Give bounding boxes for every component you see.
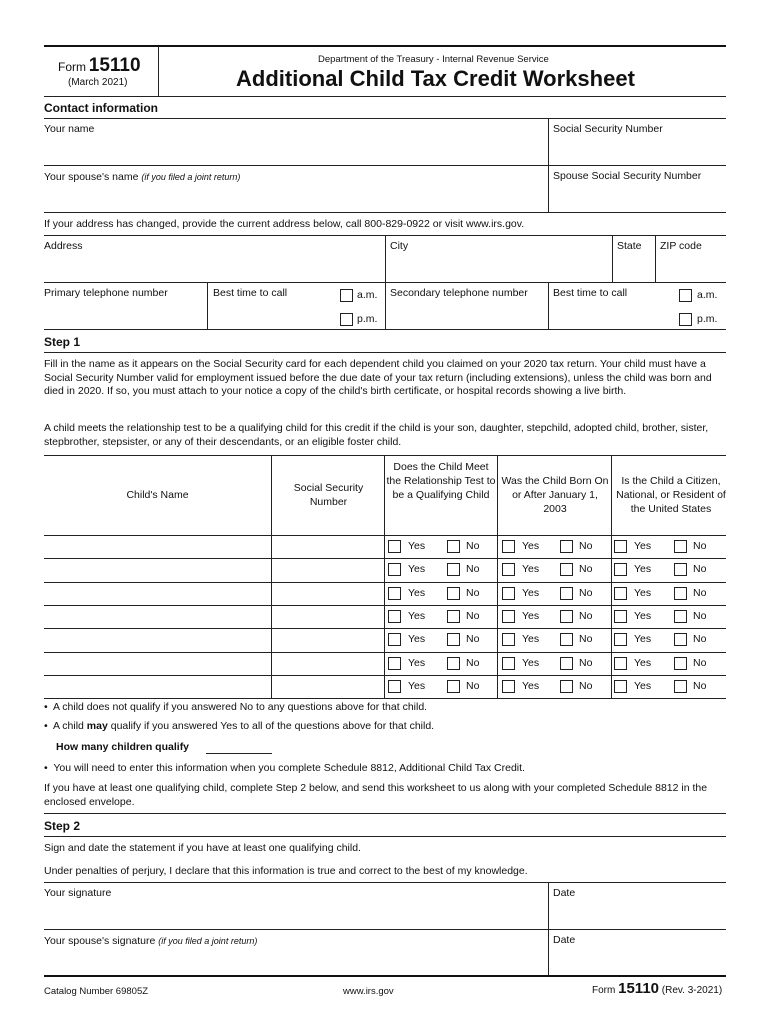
table-col-divider — [611, 455, 612, 698]
no-label: No — [693, 586, 707, 599]
yes-label: Yes — [634, 656, 652, 669]
city-label: City — [390, 240, 409, 252]
primary-am-checkbox[interactable] — [340, 289, 353, 302]
yes-checkbox[interactable] — [614, 680, 627, 693]
yes-checkbox[interactable] — [388, 540, 401, 553]
no-label: No — [693, 633, 707, 646]
spouse-signature-field[interactable] — [46, 948, 546, 974]
pm-label-2: p.m. — [697, 313, 718, 325]
no-checkbox[interactable] — [674, 540, 687, 553]
yes-checkbox[interactable] — [614, 610, 627, 623]
yes-checkbox[interactable] — [388, 633, 401, 646]
no-label: No — [693, 609, 707, 622]
address-label: Address — [44, 240, 83, 252]
child-ssn-field[interactable] — [274, 677, 382, 696]
yes-checkbox[interactable] — [614, 657, 627, 670]
no-label: No — [693, 540, 707, 552]
child-ssn-field[interactable] — [274, 537, 382, 556]
yes-label: Yes — [408, 586, 426, 599]
child-name-field[interactable] — [46, 584, 269, 603]
zip-field[interactable] — [657, 254, 725, 280]
your-name-field[interactable] — [46, 134, 546, 162]
signature-field[interactable] — [46, 900, 546, 926]
rule — [44, 212, 726, 213]
no-checkbox[interactable] — [674, 680, 687, 693]
no-checkbox[interactable] — [674, 563, 687, 576]
address-note: If your address has changed, provide the current address below, call 800-829-0922 or visit www.irs.gov. — [44, 218, 525, 230]
yes-label: Yes — [522, 586, 540, 599]
secondary-phone-label: Secondary telephone number — [390, 287, 528, 299]
child-name-field[interactable] — [46, 537, 269, 556]
child-name-field[interactable] — [46, 607, 269, 626]
step1-instructions: Fill in the name as it appears on the Social Security card for each dependent child you claimed on your 2020 tax return. Your child must have a Social Security Number valid for employment issued before the due date of your tax return (including extensions), unless the child was born and died in 2020. If so, you must attach to your notice a copy of the child's birth certificate, or hospital records showing a live birth. — [44, 358, 712, 397]
yes-checkbox[interactable] — [502, 587, 515, 600]
no-checkbox[interactable] — [447, 587, 460, 600]
spouse-name-label: Your spouse's name (if you filed a joint return) — [44, 171, 241, 183]
table-header-rule — [44, 535, 726, 536]
form-date: (March 2021) — [68, 77, 128, 88]
no-label: No — [466, 563, 480, 576]
table-row-rule — [44, 605, 726, 606]
table-row-rule — [44, 558, 726, 559]
yes-checkbox[interactable] — [388, 587, 401, 600]
yes-label: Yes — [522, 656, 540, 669]
yes-checkbox[interactable] — [388, 563, 401, 576]
yes-label: Yes — [408, 633, 426, 646]
form-id — [58, 55, 141, 77]
yes-label: Yes — [634, 679, 652, 692]
no-label: No — [466, 633, 480, 646]
header-bottom-rule — [44, 96, 726, 97]
best-time-label-2: Best time to call — [553, 287, 628, 299]
table-row-rule — [44, 628, 726, 629]
page-title: Additional Child Tax Credit Worksheet — [236, 66, 635, 91]
contact-section-title: Contact information — [44, 101, 158, 115]
table-row-rule — [44, 652, 726, 653]
col-relationship: Does the Child Meet the Relationship Test to be a Qualifying Child — [386, 461, 496, 501]
yes-label: Yes — [408, 656, 426, 669]
website: www.irs.gov — [343, 986, 394, 997]
no-label: No — [466, 586, 480, 599]
ssn-label: Social Security Number — [553, 123, 663, 135]
no-checkbox[interactable] — [560, 587, 573, 600]
bullet-may-qualify: • A child may qualify if you answered Yes to all of the questions above for that child. — [44, 720, 435, 732]
yes-checkbox[interactable] — [614, 587, 627, 600]
relationship-test-text: A child meets the relationship test to be a qualifying child for this credit if the child is your son, daughter, stepchild, adopted child, brother, sister, stepbrother, stepsister, or any of their descendants, or an eligible foster child. — [44, 422, 709, 448]
am-label-2: a.m. — [697, 289, 718, 301]
child-name-field[interactable] — [46, 630, 269, 649]
no-label: No — [466, 656, 480, 669]
yes-label: Yes — [408, 609, 426, 622]
state-field[interactable] — [614, 254, 653, 280]
rule — [44, 975, 726, 977]
child-ssn-field[interactable] — [274, 560, 382, 579]
no-checkbox[interactable] — [674, 657, 687, 670]
how-many-field[interactable] — [206, 741, 272, 754]
rule — [44, 118, 726, 119]
yes-checkbox[interactable] — [502, 563, 515, 576]
city-field[interactable] — [387, 254, 610, 280]
no-checkbox[interactable] — [447, 633, 460, 646]
yes-checkbox[interactable] — [614, 540, 627, 553]
yes-label: Yes — [634, 540, 652, 552]
yes-label: Yes — [634, 609, 652, 622]
table-col-divider — [384, 455, 385, 698]
child-name-field[interactable] — [46, 677, 269, 696]
table-col-divider — [497, 455, 498, 698]
rule — [207, 282, 208, 329]
child-name-field[interactable] — [46, 654, 269, 673]
date-field[interactable] — [550, 900, 725, 926]
spouse-date-field[interactable] — [550, 948, 725, 974]
no-label: No — [579, 586, 593, 599]
spouse-name-field[interactable] — [46, 183, 546, 209]
no-checkbox[interactable] — [447, 563, 460, 576]
zip-label: ZIP code — [660, 240, 702, 252]
child-ssn-field[interactable] — [274, 584, 382, 603]
step2-title: Step 2 — [44, 819, 81, 833]
no-checkbox[interactable] — [447, 540, 460, 553]
yes-checkbox[interactable] — [614, 633, 627, 646]
bullet-schedule: • You will need to enter this information when you complete Schedule 8812, Additional Child Tax Credit. — [44, 762, 525, 774]
rule — [385, 282, 386, 329]
yes-label: Yes — [522, 563, 540, 576]
child-ssn-field[interactable] — [274, 630, 382, 649]
no-checkbox[interactable] — [560, 563, 573, 576]
yes-checkbox[interactable] — [502, 633, 515, 646]
no-label: No — [579, 656, 593, 669]
yes-checkbox[interactable] — [388, 680, 401, 693]
no-label: No — [693, 563, 707, 576]
child-ssn-field[interactable] — [274, 654, 382, 673]
perjury-statement: Under penalties of perjury, I declare that this information is true and correct to the best of my knowledge. — [44, 865, 528, 877]
table-row-rule — [44, 675, 726, 676]
rule — [655, 235, 656, 282]
no-label: No — [579, 540, 593, 552]
yes-label: Yes — [522, 679, 540, 692]
no-checkbox[interactable] — [560, 633, 573, 646]
header-divider — [158, 46, 159, 96]
yes-label: Yes — [408, 540, 426, 552]
yes-checkbox[interactable] — [388, 657, 401, 670]
address-field[interactable] — [46, 254, 383, 280]
no-checkbox[interactable] — [674, 610, 687, 623]
yes-label: Yes — [408, 679, 426, 692]
primary-pm-checkbox[interactable] — [340, 313, 353, 326]
no-checkbox[interactable] — [560, 657, 573, 670]
rule — [612, 235, 613, 282]
yes-label: Yes — [634, 586, 652, 599]
signature-label: Your signature — [44, 887, 112, 899]
no-checkbox[interactable] — [447, 610, 460, 623]
no-label: No — [466, 679, 480, 692]
table-top-rule — [44, 455, 726, 456]
rule — [44, 329, 726, 330]
no-checkbox[interactable] — [560, 680, 573, 693]
state-label: State — [617, 240, 642, 252]
table-bottom-rule — [44, 698, 726, 699]
rule — [44, 813, 726, 814]
ssn-field[interactable] — [550, 134, 725, 162]
yes-checkbox[interactable] — [502, 540, 515, 553]
col-ssn: Social Security Number — [293, 482, 364, 508]
yes-label: Yes — [522, 633, 540, 646]
form-word: Form — [58, 60, 86, 74]
no-label: No — [579, 609, 593, 622]
best-time-label: Best time to call — [213, 287, 288, 299]
rule — [44, 929, 726, 930]
yes-label: Yes — [408, 563, 426, 576]
yes-label: Yes — [522, 609, 540, 622]
no-label: No — [466, 609, 480, 622]
no-label: No — [579, 563, 593, 576]
yes-checkbox[interactable] — [502, 680, 515, 693]
col-born-after: Was the Child Born On or After January 1, 2003 — [501, 475, 609, 515]
yes-label: Yes — [634, 633, 652, 646]
yes-checkbox[interactable] — [614, 563, 627, 576]
bullet-not-qualify: • A child does not qualify if you answered No to any questions above for that child. — [44, 701, 428, 713]
rule — [385, 235, 386, 282]
date-label: Date — [553, 887, 576, 899]
catalog-number: Catalog Number 69805Z — [44, 986, 149, 997]
no-checkbox[interactable] — [560, 540, 573, 553]
yes-checkbox[interactable] — [502, 657, 515, 670]
no-label: No — [579, 679, 593, 692]
yes-label: Yes — [634, 563, 652, 576]
rule — [548, 282, 549, 329]
spouse-ssn-field[interactable] — [550, 183, 725, 209]
no-label: No — [693, 656, 707, 669]
department: Department of the Treasury - Internal Revenue Service — [318, 54, 549, 65]
spouse-date-label: Date — [553, 934, 576, 946]
step1-title: Step 1 — [44, 335, 81, 349]
yes-checkbox[interactable] — [502, 610, 515, 623]
no-checkbox[interactable] — [560, 610, 573, 623]
pm-label: p.m. — [357, 313, 378, 325]
am-label: a.m. — [357, 289, 378, 301]
rule — [44, 165, 726, 166]
spouse-ssn-label: Spouse Social Security Number — [553, 170, 702, 182]
yes-label: Yes — [522, 540, 540, 552]
no-label: No — [693, 679, 707, 692]
child-ssn-field[interactable] — [274, 607, 382, 626]
secondary-pm-checkbox[interactable] — [679, 313, 692, 326]
no-checkbox[interactable] — [447, 680, 460, 693]
no-label: No — [579, 633, 593, 646]
footer-form-id: Form 15110 (Rev. 3-2021) — [592, 980, 723, 997]
no-checkbox[interactable] — [674, 587, 687, 600]
spouse-signature-label: Your spouse's signature (if you filed a joint return) — [44, 935, 258, 947]
table-col-divider — [271, 455, 272, 698]
child-name-field[interactable] — [46, 560, 269, 579]
rule — [44, 836, 726, 837]
no-checkbox[interactable] — [674, 633, 687, 646]
col-childs-name: Child's Name — [126, 489, 189, 501]
table-row-rule — [44, 582, 726, 583]
yes-checkbox[interactable] — [388, 610, 401, 623]
form-number: 15110 — [88, 55, 141, 76]
rule — [44, 352, 726, 353]
rule — [44, 882, 726, 883]
step2-instruction: Sign and date the statement if you have at least one qualifying child. — [44, 842, 361, 854]
primary-phone-label: Primary telephone number — [44, 287, 168, 299]
no-label: No — [466, 540, 480, 552]
top-rule — [44, 45, 726, 47]
no-checkbox[interactable] — [447, 657, 460, 670]
step1-send-text: If you have at least one qualifying child, complete Step 2 below, and send this worksheet to us along with your completed Schedule 8812 in the enclosed envelope. — [44, 782, 708, 808]
your-name-label: Your name — [44, 123, 95, 135]
how-many-label: How many children qualify — [56, 741, 190, 753]
col-citizen: Is the Child a Citizen, National, or Resident of the United States — [616, 475, 726, 515]
secondary-am-checkbox[interactable] — [679, 289, 692, 302]
